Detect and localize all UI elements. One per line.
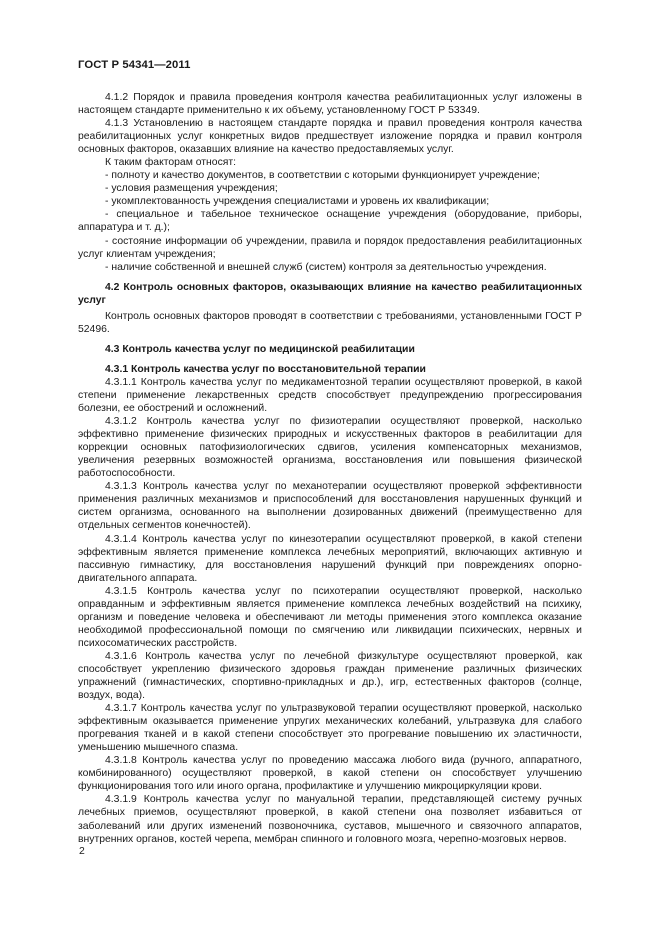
page-number: 2	[79, 846, 85, 857]
document-body	[78, 91, 582, 846]
clause-4-3-1-3: 4.3.1.3 Контроль качества услуг по механотерапии осуществляют проверкой эффективности применения различных механизмов и приспособлений для восстановления нарушенных функций и систем организма, основанного на выполнении дозированных движений (преимущественно для отдельных сегментов конечностей).	[78, 481, 582, 532]
section-heading-4-2: 4.2 Контроль основных факторов, оказывающих влияние на качество реабилитационных услуг	[78, 281, 582, 306]
clause-4-3-1-7: 4.3.1.7 Контроль качества услуг по ультразвуковой терапии осуществляют проверкой, насколько эффективным оказывается применение упругих механических колебаний, ультразвука для слабого прогревания тканей и в какой степени способствует это прогревание повышению их эластичности, уменьшению мышечного спазма.	[78, 703, 582, 754]
section-4-2-text: Контроль основных факторов проводят в соответствии с требованиями, установленными ГОСТ Р 52496.	[78, 310, 582, 335]
list-item: - состояние информации об учреждении, правила и порядок предоставления реабилитационных услуг клиентам учреждения;	[78, 235, 582, 260]
section-heading-4-3: 4.3 Контроль качества услуг по медицинской реабилитации	[105, 343, 415, 355]
factors-intro: К таким факторам относят:	[105, 157, 237, 169]
list-item: - укомплектованность учреждения специалистами и уровень их квалификации;	[105, 196, 490, 208]
clause-4-3-1-8: 4.3.1.8 Контроль качества услуг по проведению массажа любого вида (ручного, аппаратного, комбинированного) осуществляют проверкой, в какой степени он способствует улучшению функционирования того или иного органа, профилактике и улучшению микроциркуляции крови.	[78, 755, 582, 793]
clause-4-3-1-9: 4.3.1.9 Контроль качества услуг по мануальной терапии, представляющей систему ручных лечебных приемов, осуществляют проверкой, в какой степени она позволяет избавиться от заболеваний или других изменений позвоночника, суставов, мышечного и связочного аппаратов, внутренних органов, костей черепа, мембран спинного и головного мозга, черепно-мозговых нервов.	[78, 794, 582, 845]
clause-4-1-2: 4.1.2 Порядок и правила проведения контроля качества реабилитационных услуг изложены в настоящем стандарте применительно к их объему, установленному ГОСТ Р 53349.	[78, 92, 582, 117]
list-item: - специальное и табельное техническое оснащение учреждения (оборудование, приборы, аппаратура и т. д.);	[78, 209, 582, 234]
list-item: - полноту и качество документов, в соответствии с которыми функционирует учреждение;	[105, 170, 540, 182]
clause-4-3-1-5: 4.3.1.5 Контроль качества услуг по психотерапии осуществляют проверкой, насколько оправданным и эффективным является применение комплекса лечебных воздействий на психику, организм и поведение человека и обеспечивают ли методы применения этого комплекса оказание необходимой профессиональной помощи по смягчению или ликвидации психических, нервных и психосоматических расстройств.	[78, 585, 582, 649]
clause-4-3-1-6: 4.3.1.6 Контроль качества услуг по лечебной физкультуре осуществляют проверкой, как способствует укреплению физического здоровья граждан применение различных физических упражнений (гимнастических, спортивно-прикладных и др.), игр, естественных факторов (солнце, воздух, вода).	[78, 650, 582, 702]
clause-4-3-1-2: 4.3.1.2 Контроль качества услуг по физиотерапии осуществляют проверкой, насколько эффективно применение физических природных и искусственных факторов в реабилитации для коррекции основных патофизиологических сдвигов, усиления компенсаторных механизмов, увеличения резервных возможностей организма, восстановления или повышения физической работоспособности.	[78, 416, 582, 480]
list-item: - наличие собственной и внешней служб (систем) контроля за деятельностью учреждения.	[105, 261, 547, 273]
clause-4-1-3: 4.1.3 Установлению в настоящем стандарте порядка и правил проведения контроля качества реабилитационных услуг конкретных видов предшествует изложение порядка и правил контроля основных факторов, оказавших влияние на качество предоставляемых услуг.	[78, 118, 582, 156]
clause-4-3-1-4: 4.3.1.4 Контроль качества услуг по кинезотерапии осуществляют проверкой, в какой степени эффективным является применение комплекса лечебных мероприятий, включающих активную и пассивную гимнастику, для восстановления нарушений функций при повреждениях опорно-двигательного аппарата.	[78, 533, 582, 584]
document-code: ГОСТ Р 54341—2011	[78, 59, 191, 71]
list-item: - условия размещения учреждения;	[105, 183, 278, 195]
subsection-heading-4-3-1: 4.3.1 Контроль качества услуг по восстановительной терапии	[105, 363, 426, 375]
clause-4-3-1-1: 4.3.1.1 Контроль качества услуг по медикаментозной терапии осуществляют проверкой, в какой степени применение лекарственных средств способствует предупреждению прогрессирования болезни, ее обострений и осложнений.	[78, 376, 582, 415]
